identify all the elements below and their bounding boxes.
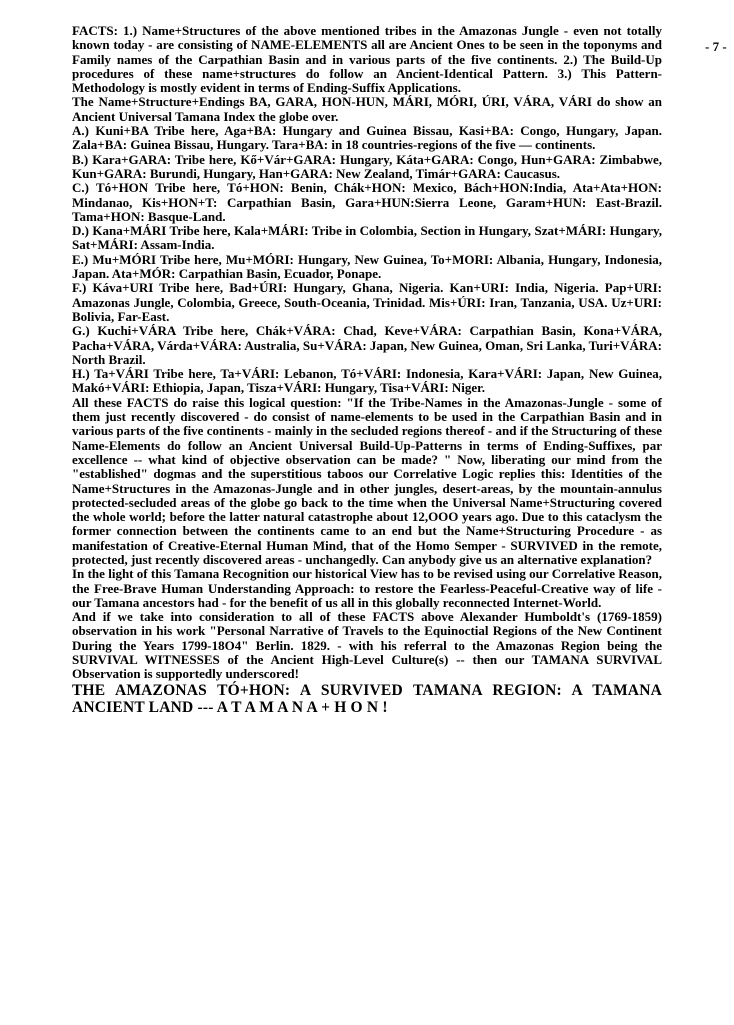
question-paragraph: All these FACTS do raise this logical question: "If the Tribe-Names in the Amazonas-Jungle - some of them just recently discovered - do consist of name-elements to be used in the Carpathian Basin and in various parts of the five continents - mainly in the secluded regions thereof - and if the Structuring of these Name-Elements do follow an Ancient Universal Build-Up-Patterns in terms of Ending-Suffixes, par excellence -- what kind of objective observation can be made? " Now, liberating our mind from the "established" dogmas and the superstitious taboos our Correlative Logic replies this: Identities of the Name+Structures in the Amazonas-Jungle and in other jungles, desert-areas, by the mountain-annulus protected-secluded areas of the globe go back to the time when the Universal Name+Structuring covered the whole world; before the latter natural catastrophe about 12,OOO years ago. Due to this cataclysm the former connection between the continents came to an end but the Name+Structuring Procedure - as manifestation of Creative-Eternal Human Mind, that of the Homo Semper - SURVIVED in the remote, protected, just recently discovered areas - unchangedly. Can anybody give us an alternative explanation? bbox=[72, 394, 662, 567]
item-c-paragraph: C.) Tó+HON Tribe here, Tó+HON: Benin, Chák+HON: Mexico, Bách+HON:India, Ata+Ata+HON: Mindanao, Kis+HON+T: Carpathian Basin, Gara+HUN:Sierra Leone, Garam+HUN: East-Brazil. Tama+HON: Basque-Land. bbox=[72, 180, 662, 224]
endings-paragraph: The Name+Structure+Endings BA, GARA, HON-HUN, MÁRI, MÓRI, ÚRI, VÁRA, VÁRI do show an Ancient Universal Tamana Index the globe over. bbox=[72, 94, 662, 124]
recognition-paragraph: In the light of this Tamana Recognition our historical View has to be revised using our Correlative Reason, the Free-Brave Human Understanding Approach: to restore the Fearless-Peaceful-Creative way of life - our Tamana ancestors had - for the benefit of us all in this globally reconnected Internet-World. bbox=[72, 566, 662, 610]
page-number: - 7 - bbox=[705, 39, 727, 54]
item-e-paragraph: E.) Mu+MÓRI Tribe here, Mu+MÓRI: Hungary, New Guinea, To+MORI: Albania, Hungary, Indonesia, Japan. Ata+MÓR: Carpathian Basin, Ecuador, Ponape. bbox=[72, 251, 662, 282]
item-a-paragraph: A.) Kuni+BA Tribe here, Aga+BA: Hungary and Guinea Bissau, Kasi+BA: Congo, Hungary, Japan. Zala+BA: Guinea Bissau, Hungary. Tara+BA: in 18 countries-regions of the five — continents. bbox=[72, 123, 662, 153]
item-h-paragraph: H.) Ta+VÁRI Tribe here, Ta+VÁRI: Lebanon, Tó+VÁRI: Indonesia, Kara+VÁRI: Japan, New Guinea, Makó+VÁRI: Ethiopia, Japan, Tisza+VÁRI: Hungary, Tisa+VÁRI: Niger. bbox=[72, 366, 662, 396]
facts-paragraph: FACTS: 1.) Name+Structures of the above mentioned tribes in the Amazonas Jungle - even not totally known today - are consisting of NAME-ELEMENTS all are Ancient Ones to be seen in the toponyms and Family names of the Carpathian Basin and in various parts of the five continents. 2.) The Build-Up procedures of these name+structures do follow an Ancient-Identical Pattern. 3.) This Pattern-Methodology is mostly evident in terms of Ending-Suffix Applications. bbox=[72, 23, 662, 96]
body-text bbox=[72, 24, 662, 717]
item-g-paragraph: G.) Kuchi+VÁRA Tribe here, Chák+VÁRA: Chad, Keve+VÁRA: Carpathian Basin, Kona+VÁRA, Pacha+VÁRA, Várda+VÁRA: Australia, Su+VÁRA: Japan, New Guinea, Oman, Sri Lanka, Turi+VÁRA: North Brazil. bbox=[72, 323, 662, 367]
item-d-paragraph: D.) Kana+MÁRI Tribe here, Kala+MÁRI: Tribe in Colombia, Section in Hungary, Szat+MÁRI: Hungary, Sat+MÁRI: Assam-India. bbox=[72, 223, 662, 253]
closing-statement: THE AMAZONAS TÓ+HON: A SURVIVED TAMANA REGION: A TAMANA ANCIENT LAND --- A T A M A N A + H O N ! bbox=[72, 681, 662, 717]
item-f-paragraph: F.) Káva+URI Tribe here, Bad+ÚRI: Hungary, Ghana, Nigeria. Kan+URI: India, Nigeria. Pap+URI: Amazonas Jungle, Colombia, Greece, South-Oceania, Trinidad. Mis+ÚRI: Iran, Tanzania, USA. Uz+URI: Bolivia, Far-East. bbox=[72, 280, 662, 324]
humboldt-paragraph: And if we take into consideration to all of these FACTS above Alexander Humboldt's (1769-1859) observation in his work "Personal Narrative of Travels to the Equinoctial Regions of the New Continent During the Years 1799-18O4" Berlin. 1829. - with his referral to the Amazonas Region being the SURVIVAL WITNESSES of the Ancient High-Level Culture(s) -- then our TAMANA SURVIVAL Observation is supportedly underscored! bbox=[72, 609, 662, 682]
item-b-paragraph: B.) Kara+GARA: Tribe here, Kő+Vár+GARA: Hungary, Káta+GARA: Congo, Hun+GARA: Zimbabwe, Kun+GARA: Burundi, Hungary, Han+GARA: New Zealand, Timár+GARA: Caucasus. bbox=[72, 151, 662, 181]
